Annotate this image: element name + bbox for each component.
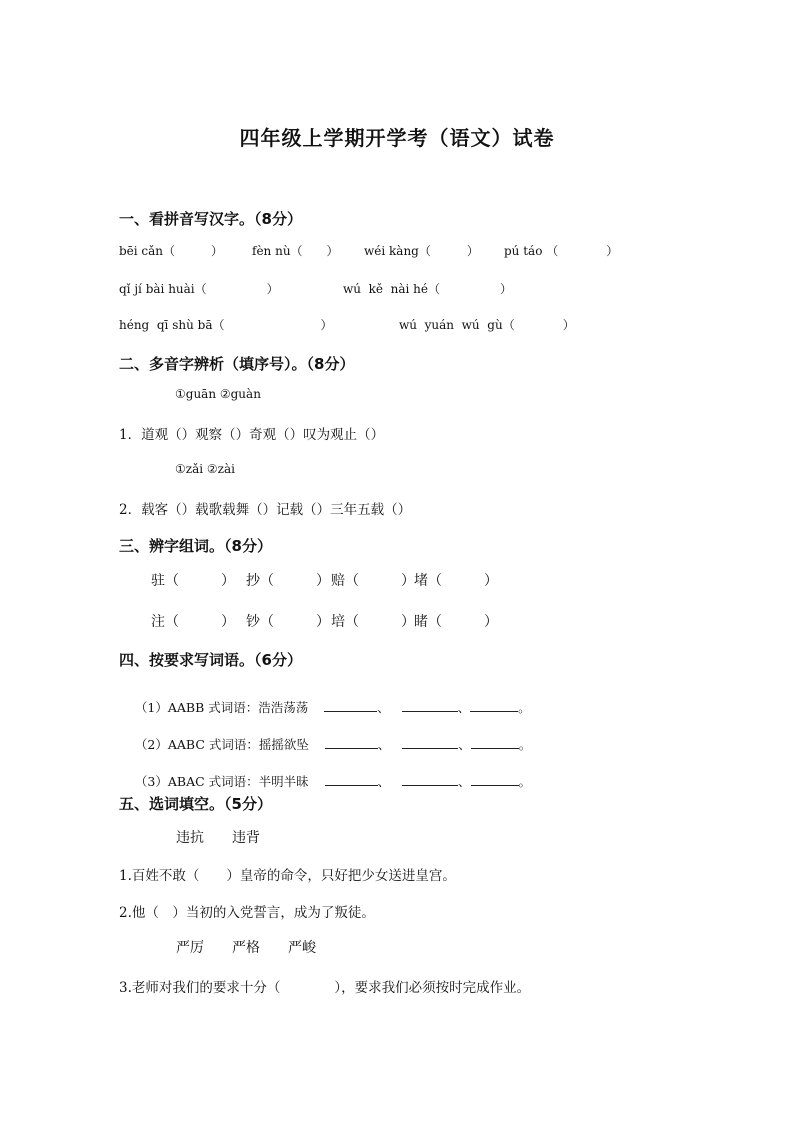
end-mark: 。 — [518, 737, 532, 752]
word-pair-item: 抄（ ） — [246, 573, 330, 589]
word-pair-item: 钞（ ） — [246, 614, 330, 630]
section-2-heading: 二、多音字辨析（填序号）。（8分） — [119, 355, 355, 373]
word-choice: 违抗 — [176, 830, 204, 846]
word-pair-item: 驻（ ） — [151, 573, 235, 589]
word-choice: 严峻 — [288, 940, 316, 956]
question-line: 2.他（ ）当初的入党誓言，成为了叛徒。 — [119, 905, 375, 921]
answer-blank[interactable] — [471, 736, 519, 749]
question-line: 1．道观（）观察（）奇观（）叹为观止（） — [119, 427, 385, 443]
separator: 、 — [457, 700, 471, 715]
options-line: ①guān ②guàn — [175, 387, 261, 401]
section-3-heading: 三、辨字组词。（8分） — [119, 537, 272, 555]
question-label: （2）AABC 式词语：摇摇欲坠 — [134, 737, 309, 752]
answer-blank[interactable] — [471, 773, 519, 786]
question-line: 2．载客（）载歌载舞（）记载（）三年五载（） — [119, 502, 412, 518]
word-pair-item: 睹（ ） — [414, 614, 498, 630]
word-choice: 严格 — [232, 940, 260, 956]
separator: 、 — [377, 700, 390, 715]
question-label: （1）AABB 式词语：浩浩荡荡 — [134, 700, 309, 715]
end-mark: 。 — [518, 700, 531, 715]
pinyin-item: pú táo （ ） — [504, 244, 619, 258]
pinyin-item: fèn nù（ ） — [252, 244, 339, 258]
section-5-heading: 五、选词填空。（5分） — [119, 795, 272, 813]
pinyin-item: héng qī shù bā（ ） — [119, 318, 333, 332]
separator: 、 — [377, 737, 391, 752]
page-title: 四年级上学期开学考（语文）试卷 — [239, 126, 555, 150]
question-line: 3.老师对我们的要求十分（ ），要求我们必须按时完成作业。 — [119, 980, 531, 996]
section-4-heading: 四、按要求写词语。（6分） — [119, 651, 302, 669]
answer-blank[interactable] — [470, 699, 518, 712]
pinyin-item: wú yuán wú gù（ ） — [399, 318, 575, 332]
word-pair-item: 堵（ ） — [414, 573, 498, 589]
answer-blank[interactable] — [402, 699, 458, 712]
word-pair-item: 注（ ） — [151, 614, 235, 630]
separator: 、 — [377, 774, 391, 789]
answer-blank[interactable] — [324, 699, 377, 712]
section-1-heading: 一、看拼音写汉字。（8分） — [119, 210, 302, 228]
separator: 、 — [457, 774, 471, 789]
answer-blank[interactable] — [402, 773, 458, 786]
end-mark: 。 — [518, 774, 532, 789]
pinyin-item: wéi kàng（ ） — [364, 244, 479, 258]
pinyin-item: qǐ jí bài huài（ ） — [119, 282, 279, 296]
pinyin-item: wú kě nài hé（ ） — [343, 282, 512, 296]
question-label: （3）ABAC 式词语：半明半昧 — [134, 774, 309, 789]
word-choice: 违背 — [232, 830, 260, 846]
answer-blank[interactable] — [325, 736, 378, 749]
question-line: 1.百姓不敢（ ）皇帝的命令，只好把少女送进皇宫。 — [119, 868, 456, 884]
word-choice: 严厉 — [176, 940, 204, 956]
word-pair-item: 培（ ） — [331, 614, 415, 630]
word-pair-item: 赔（ ） — [331, 573, 415, 589]
answer-blank[interactable] — [325, 773, 378, 786]
pinyin-item: bēi cǎn（ ） — [119, 244, 224, 258]
answer-blank[interactable] — [402, 736, 458, 749]
options-line: ①zǎi ②zài — [175, 462, 235, 476]
separator: 、 — [458, 737, 471, 752]
